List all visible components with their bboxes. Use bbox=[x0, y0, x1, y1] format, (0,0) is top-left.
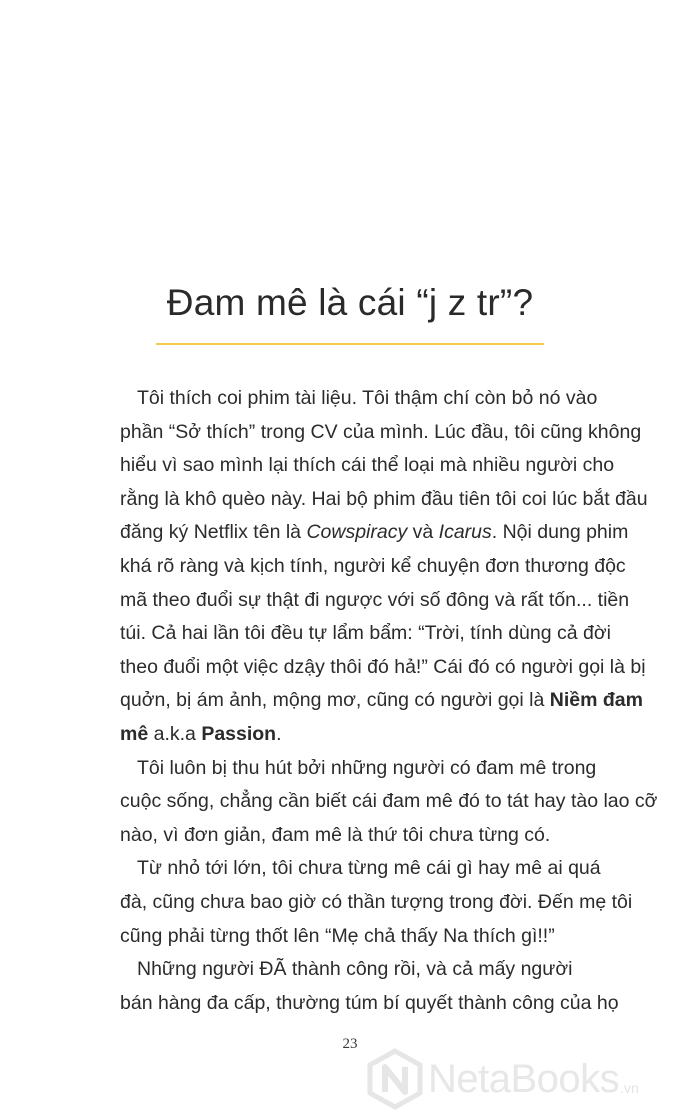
text-line: Những người ĐÃ thành công rồi, và cả mấy người bbox=[137, 958, 573, 981]
paragraph-1 bbox=[120, 382, 648, 752]
text-line: Từ nhỏ tới lớn, tôi chưa từng mê cái gì hay mê ai quá bbox=[137, 857, 601, 880]
watermark-text: NetaBooks bbox=[428, 1056, 620, 1101]
netabooks-watermark bbox=[366, 1046, 696, 1112]
page-number: 23 bbox=[342, 1036, 358, 1052]
text-line: túi. Cả hai lần tôi đều tự lẩm bẩm: “Trời, tính dùng cả đời bbox=[120, 622, 611, 645]
chapter-body bbox=[120, 382, 658, 1020]
text-span: . Nội dung phim bbox=[491, 521, 629, 544]
text-line: Tôi thích coi phim tài liệu. Tôi thậm chí còn bỏ nó vào bbox=[137, 387, 598, 409]
text-line: rằng là khô quèo này. Hai bộ phim đầu tiên tôi coi lúc bắt đầu bbox=[120, 487, 648, 510]
text-line: cũng phải từng thốt lên “Mẹ chả thấy Na thích gì!!” bbox=[120, 924, 555, 947]
text-span: quởn, bị ám ảnh, mộng mơ, cũng có người gọi là bbox=[120, 689, 550, 712]
netabooks-logo-icon bbox=[366, 1048, 424, 1110]
paragraph-4 bbox=[120, 953, 632, 1020]
text-line: hiểu vì sao mình lại thích cái thể loại mà nhiều người cho bbox=[120, 454, 615, 477]
film-title-cowspiracy: Cowspiracy bbox=[306, 521, 408, 544]
paragraph-2 bbox=[120, 752, 658, 853]
text-line: cuộc sống, chẳng cần biết cái đam mê đó to tát hay tào lao cỡ bbox=[120, 790, 658, 813]
text-line: đà, cũng chưa bao giờ có thần tượng trong đời. Đến mẹ tôi bbox=[120, 890, 633, 913]
text-line: Tôi luôn bị thu hút bởi những người có đam mê trong bbox=[137, 756, 597, 779]
watermark-suffix: .vn bbox=[620, 1080, 639, 1096]
film-title-icarus: Icarus bbox=[438, 521, 492, 544]
text-line bbox=[120, 516, 632, 550]
text-line: theo đuổi một việc dzậy thôi đó hả!” Cái đó có người gọi là bị bbox=[120, 655, 646, 678]
text-line: bán hàng đa cấp, thường túm bí quyết thành công của họ bbox=[120, 991, 619, 1014]
text-span: và bbox=[407, 521, 439, 544]
text-line: khá rõ ràng và kịch tính, người kể chuyện đơn thương độc bbox=[120, 554, 626, 577]
emphasis-me: mê bbox=[120, 722, 149, 745]
chapter-title: Đam mê là cái “j z tr”? bbox=[166, 282, 534, 323]
text-span: a.k.a bbox=[148, 722, 202, 745]
emphasis-passion: Passion bbox=[201, 722, 277, 745]
title-underline bbox=[156, 343, 544, 345]
emphasis-niem-dam: Niềm đam bbox=[549, 689, 643, 712]
text-span: đăng ký Netflix tên là bbox=[120, 521, 307, 544]
text-span: . bbox=[276, 722, 282, 745]
text-line: phần “Sở thích” trong CV của mình. Lúc đầu, tôi cũng không bbox=[120, 420, 642, 443]
text-line bbox=[120, 718, 632, 752]
text-line: nào, vì đơn giản, đam mê là thứ tôi chưa từng có. bbox=[120, 823, 551, 846]
text-line bbox=[120, 684, 643, 718]
paragraph-3 bbox=[120, 852, 632, 953]
text-line: mã theo đuổi sự thật đi ngược với số đông và rất tốn... tiền bbox=[120, 588, 630, 611]
